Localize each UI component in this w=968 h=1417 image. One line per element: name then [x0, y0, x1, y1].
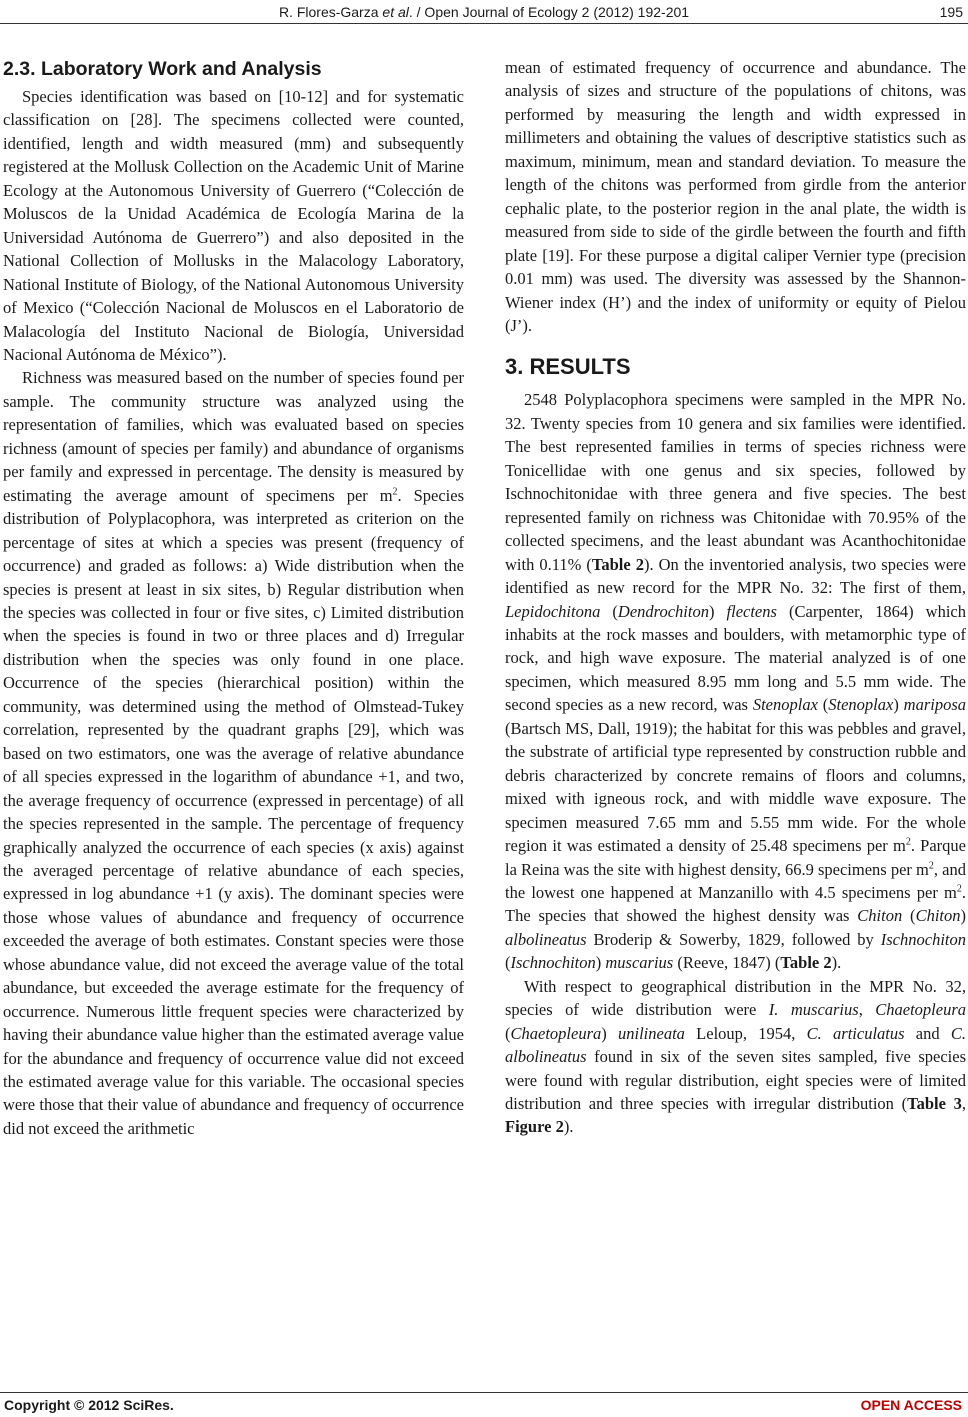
species-name: Chiton [915, 906, 961, 926]
text-run: (Bartsch MS, Dall, 1919); the habitat for this was pebbles and gravel, the substrate of artificial type represented by construction rubble and debris characterized by concrete remains of floors and columns, mixed with igneous rock, and with middle wave exposure. The specimen measured 7.65 mm and 5.55 mm wide. For the whole region it was estimated a density of 25.48 specimens per m [505, 718, 966, 856]
citation-journal: . / Open Journal of Ecology 2 (2012) 192-201 [408, 4, 690, 20]
text-run: . Species distribution of Polyplacophora, was interpreted as criterion on the percentage of sites at which a species was present (frequency of occurrence) and graded as follows: a) Wide distribution when the species is present at least in six sites, b) Regular distribution when the species was collected in four or five sites, c) Limited distribution when the species is found in two or three places and d) Irregular distribution when the species was only found in one place. Occurrence of the species (hierarchical position) within the community, was determined using the method of Olmstead-Tukey correlation, represented by the quadrant graphs [29], which was based on two estimators, one was the average of relative abundance of all species expressed in the logarithm of abundance +1, and two, the average frequency of occurrence (expressed in percentage) of all the species represented in the sample. The percentage of frequency graphically analyzed the occurrence of each species (x axis) against the averaged percentage of relative abundance of each species, expressed in log abundance +1 (y axis). The dominant species were those whose values of abundance and frequency of occurrence exceeded the average of both estimates. Constant species were those whose abundance value, did not exceed the average value of the total abundance, but exceeded the average estimate for the frequency of occurrence. Numerous little frequent species were characterized by having their abundance value higher than the estimated average value for the abundance and frequency of occurrence value did not exceed the estimated average value for this variable. The occasional species were those that their value of abundance and frequency of occurrence did not exceed the arithmetic [3, 485, 464, 1138]
text-run: , [961, 1094, 967, 1114]
text-run: , [858, 1000, 876, 1020]
species-name: Chaetopleura [875, 1000, 967, 1020]
text-run: and [904, 1023, 951, 1043]
text-run: Richness was measured based on the number of species found per sample. The community structure was analyzed using the representation of families, which was evaluated based on species richness (amount of species per family) and abundance of organisms per family and expressed in percentage. The density is measured by estimating the average amount of specimens per m [3, 368, 464, 505]
journal-citation [0, 4, 968, 20]
table-2-reference[interactable]: Table 2 [591, 554, 644, 574]
text-run: ) [595, 953, 606, 973]
text-run: ( [817, 695, 829, 715]
section-heading-2-3: 2.3. Laboratory Work and Analysis [3, 58, 322, 80]
text-run: ( [600, 601, 618, 621]
left-column [3, 56, 464, 1140]
header-divider [0, 23, 968, 24]
text-run: found in six of the seven sites sampled, five species were found with regular distribution, eight species were of limited distribution and three species with irregular distribution ( [505, 1047, 966, 1114]
species-name: mariposa [903, 695, 967, 715]
table-2-reference[interactable]: Table 2 [780, 953, 832, 973]
species-name: flectens [726, 601, 777, 621]
citation-etal: et al [382, 4, 409, 20]
text-run: ( [505, 1023, 511, 1043]
text-run: (Reeve, 1847) ( [673, 953, 781, 973]
species-name: C. articulatus [806, 1023, 905, 1043]
right-column [505, 56, 966, 1139]
copyright-notice: Copyright © 2012 SciRes. [4, 1397, 174, 1413]
text-run: ( [902, 906, 916, 926]
open-access-label[interactable]: OPEN ACCESS [860, 1397, 962, 1413]
text-run: (Carpenter, 1864) which inhabits at the rock masses and boulders, with metamorphic type of rock, and high wave exposure. The material analyzed is of one specimen, which measured 8.95 mm long and 5.5 mm wide. The second species as a new record, was [505, 601, 966, 715]
text-run: ) [601, 1023, 618, 1043]
species-name: muscarius [605, 953, 674, 973]
text-run: ). [831, 953, 842, 973]
text-run: With respect to geographical distribution in the MPR No. 32, species of wide distribution were [505, 976, 966, 1020]
text-run: Broderip & Sowerby, 1829, followed by [586, 929, 881, 949]
text-run: ). [563, 1117, 574, 1137]
text-run: 2548 Polyplacophora specimens were sampled in the MPR No. 32. Twenty species from 10 genera and six families were identified. The best represented families in terms of species richness were Tonicellidae with one genus and six species, followed by Ischnochitonidae with three genera and five species. The best represented family on richness was Chitonidae with 70.95% of the collected specimens, and the least abundant was Acanthochitonidae with 0.11% ( [505, 390, 966, 574]
text-run: ) [708, 601, 727, 621]
text-run: ( [505, 953, 511, 973]
species-name: Lepidochitona [505, 601, 601, 621]
species-name: Stenoplax [828, 695, 894, 715]
species-name: Chaetopleura [510, 1023, 602, 1043]
species-name: albolineatus [505, 929, 587, 949]
text-run: ). On the inventoried analysis, two species were identified as new record for the MPR No. 32: The first of them, [505, 554, 966, 598]
footer-divider [0, 1392, 968, 1393]
superscript: 2 [905, 836, 911, 848]
page-number: 195 [939, 4, 963, 20]
species-name: Stenoplax [752, 695, 818, 715]
superscript: 2 [392, 486, 398, 498]
text-run: Leloup, 1954, [684, 1023, 807, 1043]
text-run: , and the lowest one happened at Manzanillo with 4.5 specimens per m [505, 859, 966, 902]
paragraph-species-identification: Species identification was based on [10-12] and for systematic classification on [28]. The specimens collected were counted, identified, length and width measured (mm) and subsequently registered at the Mollusk Collection on the Academic Unit of Marine Ecology at the Autonomous University of Guerrero (“Colección de Moluscos de la Unidad Académica de Ecología Marina de la Universidad Autónoma de Guerrero”) and also deposited in the National Collection of Mollusks in the Malacology Laboratory, National Institute of Biology, of the National Autonomous University of Mexico (“Colección Nacional de Moluscos en el Laboratorio de Malacología del Instituto Nacional de Biología, Universidad Nacional Autónoma de México”). [3, 87, 464, 364]
paragraph-richness [3, 366, 464, 1140]
superscript: 2 [928, 860, 934, 871]
figure-2-reference[interactable]: Figure 2 [505, 1117, 564, 1137]
text-run: . The species that showed the highest density was [505, 882, 966, 926]
text-run: . Parque la Reina was the site with highest density, 66.9 specimens per m [505, 836, 967, 879]
species-name: C. albolineatus [505, 1023, 967, 1067]
paragraph-results-distribution [505, 975, 966, 1139]
superscript: 2 [956, 883, 962, 895]
section-heading-results: 3. RESULTS [505, 354, 631, 380]
species-name: Dendrochiton [617, 601, 709, 621]
citation-authors: R. Flores-Garza [278, 4, 383, 20]
text-run: ) [893, 695, 904, 715]
page-header [0, 0, 968, 26]
paragraph-richness-continued: mean of estimated frequency of occurrence and abundance. The analysis of sizes and structure of the populations of chitons, was performed by measuring the length and width expressed in millimeters and obtaining the values of descriptive statistics such as maximum, minimum, mean and standard deviation. To measure the length of the chitons was performed from girdle from the anterior cephalic plate, to the posterior region in the anal plate, the width is measured from side to side of the girdle between the fourth and fifth plate [19]. For these purpose a digital caliper Vernier type (precision 0.01 mm) was used. The diversity was assessed by the Shannon-Wiener index (H’) and the index of uniformity or equity of Pielou (J’). [505, 58, 966, 335]
species-name: I. muscarius [768, 1000, 859, 1020]
species-name: Ischnochiton [510, 953, 596, 973]
species-name: unilineata [618, 1023, 685, 1043]
table-3-reference[interactable]: Table 3 [907, 1094, 962, 1114]
species-name: Chiton [857, 906, 903, 926]
text-run: ) [960, 906, 966, 926]
paragraph-results-specimens [505, 388, 966, 974]
species-name: Ischnochiton [880, 929, 966, 949]
